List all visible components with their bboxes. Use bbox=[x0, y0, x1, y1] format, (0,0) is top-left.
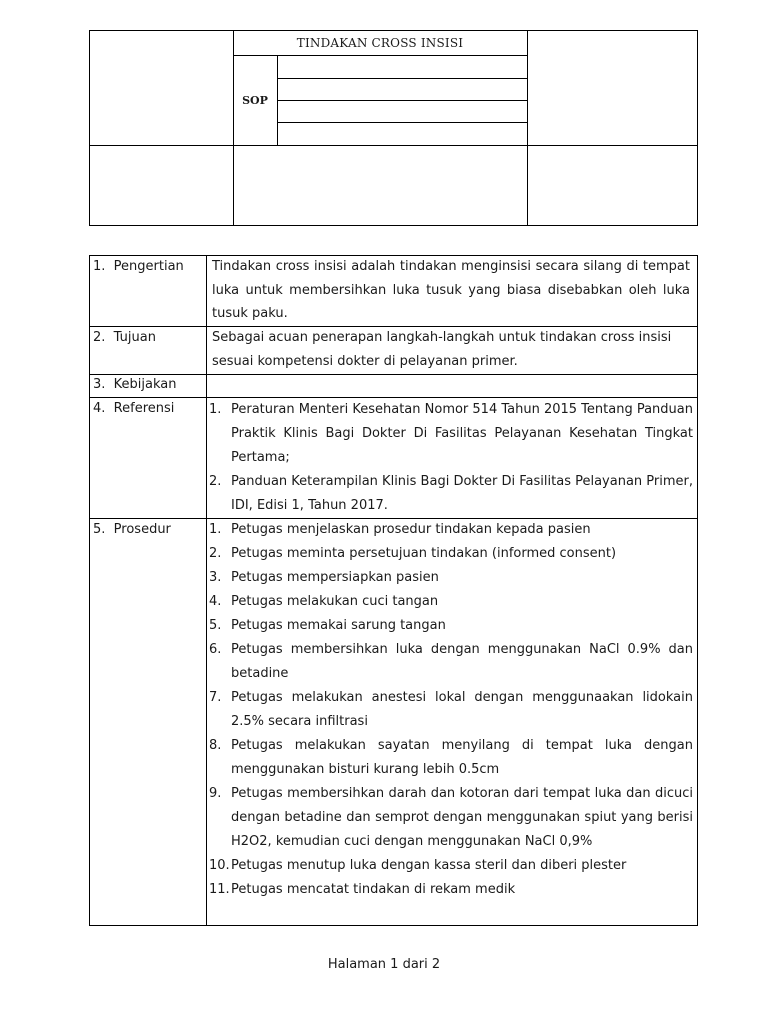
sop-label: SOP bbox=[233, 56, 278, 145]
list-item-text: Petugas melakukan sayatan menyilang di tempat luka dengan menggunakan bisturi kurang lebih 0.5cm bbox=[231, 738, 693, 777]
sop-content-table bbox=[89, 255, 698, 926]
list-item-number: 9. bbox=[209, 786, 222, 801]
list-item bbox=[209, 398, 693, 470]
list-item-text: Petugas meminta persetujuan tindakan (informed consent) bbox=[231, 546, 617, 561]
list-item-text: Petugas mencatat tindakan di rekam medik bbox=[231, 882, 516, 897]
list-item-text: Petugas melakukan cuci tangan bbox=[231, 594, 439, 609]
list-item-number: 3. bbox=[209, 570, 222, 585]
list-item bbox=[209, 854, 693, 878]
list-item bbox=[209, 638, 693, 686]
list-item bbox=[209, 542, 693, 566]
list-item bbox=[209, 878, 693, 902]
referensi-list bbox=[209, 398, 693, 518]
list-item-text: Petugas membersihkan darah dan kotoran dari tempat luka dan dicuci dengan betadine dan semprot dengan menggunakan spiut yang berisi H2O2, kemudian cuci dengan menggunakan NaCl 0,9% bbox=[231, 786, 693, 849]
label-referensi: 4. Referensi bbox=[93, 401, 175, 416]
text-tujuan: Sebagai acuan penerapan langkah-langkah untuk tindakan cross insisi sesuai kompetensi dokter di pelayanan primer. bbox=[212, 330, 672, 369]
label-kebijakan: 3. Kebijakan bbox=[93, 377, 177, 392]
list-item-number: 6. bbox=[209, 642, 222, 657]
list-item-text: Panduan Keterampilan Klinis Bagi Dokter Di Fasilitas Pelayanan Primer, IDI, Edisi 1, Tahun 2017. bbox=[231, 474, 693, 513]
sop-field-line bbox=[278, 122, 527, 123]
list-item bbox=[209, 734, 693, 782]
list-item-number: 4. bbox=[209, 594, 222, 609]
list-item-number: 10. bbox=[209, 858, 230, 873]
list-item-number: 7. bbox=[209, 690, 222, 705]
label-prosedur: 5. Prosedur bbox=[93, 522, 171, 537]
sop-header-table bbox=[89, 30, 698, 226]
label-pengertian: 1. Pengertian bbox=[93, 259, 184, 274]
list-item-number: 8. bbox=[209, 738, 222, 753]
list-item bbox=[209, 590, 693, 614]
list-item bbox=[209, 470, 693, 518]
list-item-number: 5. bbox=[209, 618, 222, 633]
list-item-number: 2. bbox=[209, 474, 222, 489]
list-item-text: Petugas melakukan anestesi lokal dengan menggunaakan lidokain 2.5% secara infiltrasi bbox=[231, 690, 693, 729]
list-item-text: Petugas membersihkan luka dengan menggunakan NaCl 0.9% dan betadine bbox=[231, 642, 693, 681]
page-number: Halaman 1 dari 2 bbox=[327, 957, 441, 972]
list-item-number: 1. bbox=[209, 522, 222, 537]
column-divider bbox=[206, 256, 207, 925]
text-pengertian: Tindakan cross insisi adalah tindakan menginsisi secara silang di tempat luka untuk membersihkan luka tusuk yang biasa disebabkan oleh luka tusuk paku. bbox=[212, 259, 690, 321]
list-item bbox=[209, 566, 693, 590]
list-item bbox=[209, 518, 693, 542]
sop-field-line bbox=[278, 78, 527, 79]
header-divider-horizontal bbox=[90, 145, 697, 146]
list-item bbox=[209, 614, 693, 638]
sop-title: TINDAKAN CROSS INSISI bbox=[233, 31, 527, 56]
list-item-number: 2. bbox=[209, 546, 222, 561]
list-item-text: Petugas menjelaskan prosedur tindakan kepada pasien bbox=[231, 522, 591, 537]
header-divider-right bbox=[527, 31, 528, 226]
list-item-number: 11. bbox=[209, 882, 230, 897]
list-item-text: Petugas memakai sarung tangan bbox=[231, 618, 446, 633]
list-item-text: Petugas menutup luka dengan kassa steril dan diberi plester bbox=[231, 858, 627, 873]
list-item-number: 1. bbox=[209, 402, 222, 417]
list-item bbox=[209, 686, 693, 734]
label-tujuan: 2. Tujuan bbox=[93, 330, 156, 345]
list-item-text: Petugas mempersiapkan pasien bbox=[231, 570, 439, 585]
list-item-text: Peraturan Menteri Kesehatan Nomor 514 Tahun 2015 Tentang Panduan Praktik Klinis Bagi Dokter Di Fasilitas Pelayanan Kesehatan Tingkat Pertama; bbox=[231, 402, 693, 465]
sop-field-line bbox=[278, 100, 527, 101]
list-item bbox=[209, 782, 693, 854]
prosedur-list bbox=[209, 518, 693, 902]
